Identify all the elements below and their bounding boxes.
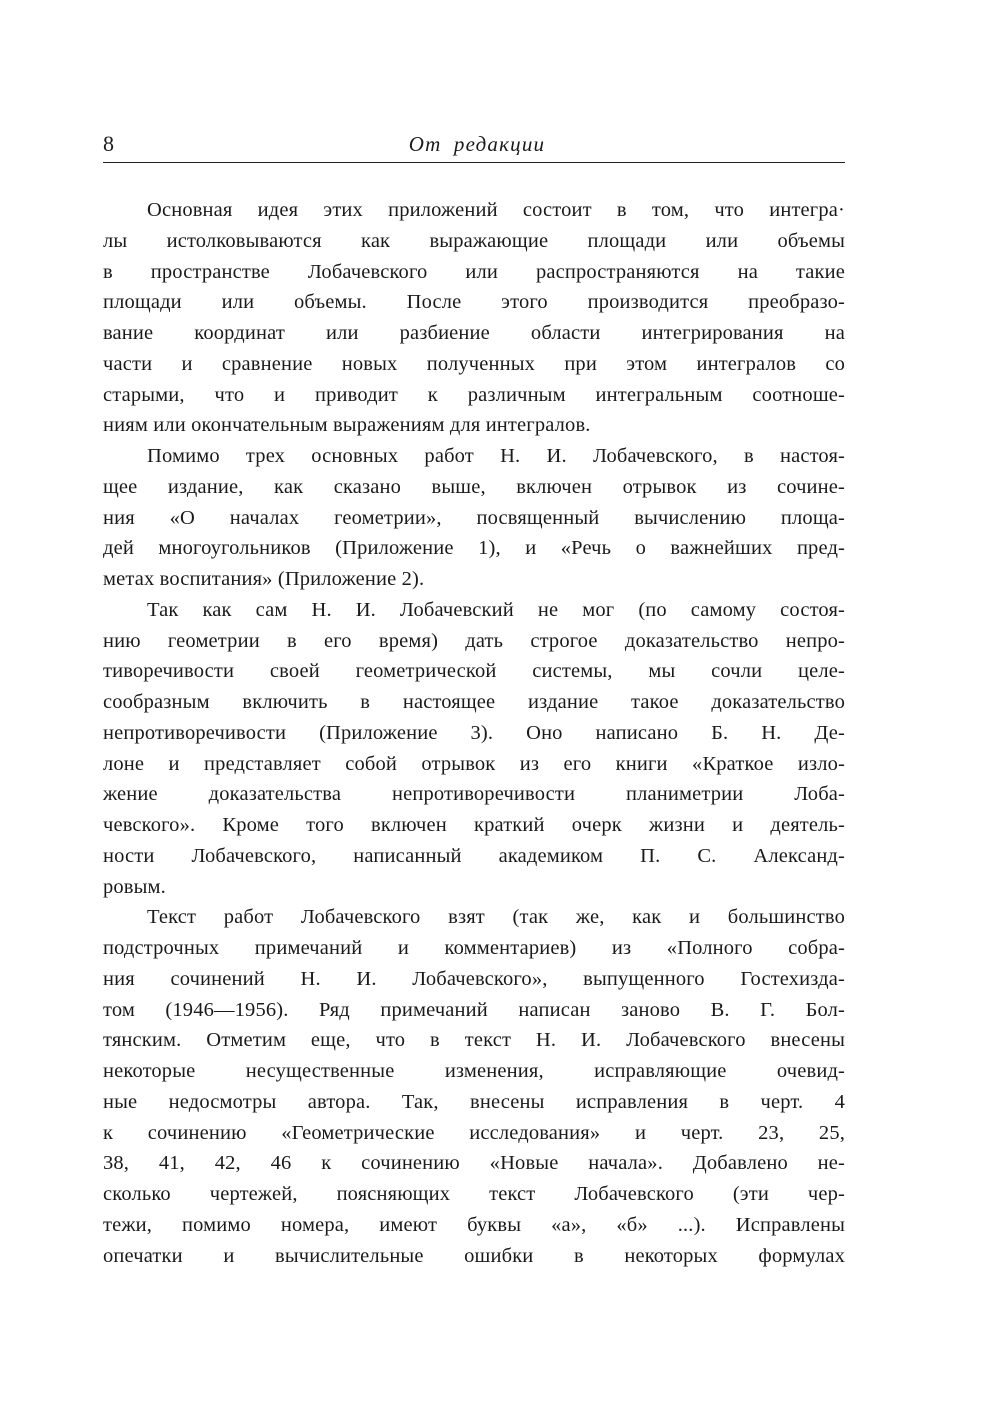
running-header [103, 128, 845, 163]
text-line: опечатки и вычислительные ошибки в некоторых формулах [103, 1244, 845, 1267]
body-text [103, 195, 845, 1271]
text-line: ния «О началах геометрии», посвященный вычислению площа- [103, 506, 845, 529]
paragraph [103, 441, 845, 595]
text-line: ные недосмотры автора. Так, внесены исправления в черт. 4 [103, 1090, 845, 1113]
text-line: к сочинению «Геометрические исследования» и черт. 23, 25, [103, 1121, 845, 1144]
text-line: ровым. [103, 875, 166, 898]
text-line: тежи, помимо номера, имеют буквы «а», «б» ...). Исправлены [103, 1213, 845, 1236]
text-line: ниям или окончательным выражениям для интегралов. [103, 414, 591, 437]
page-number: 8 [103, 131, 114, 156]
text-line: части и сравнение новых полученных при этом интегралов со [103, 352, 845, 375]
text-line: лы истолковываются как выражающие площади или объемы [103, 229, 845, 252]
text-line: Основная идея этих приложений состоит в том, что интегра· [147, 199, 845, 221]
paragraph [103, 195, 845, 441]
text-line: нию геометрии в его время) дать строгое доказательство непро- [103, 629, 845, 652]
text-line: лоне и представляет собой отрывок из его книги «Краткое изло- [103, 752, 845, 775]
text-line: жение доказательства непротиворечивости планиметрии Лоба- [103, 783, 845, 806]
text-line: 38, 41, 42, 46 к сочинению «Новые начала». Добавлено не- [103, 1152, 845, 1175]
text-line: Помимо трех основных работ Н. И. Лобачевского, в настоя- [147, 445, 845, 467]
paragraph [103, 902, 845, 1271]
text-line: том (1946—1956). Ряд примечаний написан заново В. Г. Бол- [103, 998, 845, 1021]
text-line: чевского». Кроме того включен краткий очерк жизни и деятель- [103, 814, 845, 836]
text-line: метах воспитания» (Приложение 2). [103, 568, 425, 590]
text-line: непротиворечивости (Приложение 3). Оно написано Б. Н. Де- [103, 721, 845, 744]
text-line: некоторые несущественные изменения, исправляющие очевид- [103, 1060, 845, 1082]
text-line: дей многоугольников (Приложение 1), и «Речь о важнейших пред- [103, 537, 845, 560]
paragraph [103, 595, 845, 903]
text-line: щее издание, как сказано выше, включен отрывок из сочине- [103, 475, 845, 498]
text-line: тянским. Отметим еще, что в текст Н. И. Лобачевского внесены [103, 1029, 845, 1052]
text-line: Текст работ Лобачевского взят (так же, как и большинство [147, 906, 845, 929]
text-line: ности Лобачевского, написанный академиком П. С. Александ- [103, 844, 845, 867]
text-line: в пространстве Лобачевского или распространяются на такие [103, 260, 845, 283]
text-line: вание координат или разбиение области интегрирования на [103, 322, 845, 344]
text-line: старыми, что и приводит к различным интегральным соотноше- [103, 383, 845, 406]
text-line: площади или объемы. После этого производится преобразо- [103, 291, 845, 314]
running-title: От редакции [408, 132, 546, 156]
text-line: тиворечивости своей геометрической системы, мы сочли целе- [103, 660, 845, 683]
text-line: сообразным включить в настоящее издание такое доказательство [103, 691, 845, 713]
text-line: подстрочных примечаний и комментариев) из «Полного собра- [103, 937, 845, 959]
text-line: ния сочинений Н. И. Лобачевского», выпущенного Гостехиздa- [103, 967, 845, 990]
text-line: сколько чертежей, поясняющих текст Лобачевского (эти чер- [103, 1183, 845, 1205]
text-line: Так как сам Н. И. Лобачевский не мог (по самому состоя- [147, 598, 845, 621]
